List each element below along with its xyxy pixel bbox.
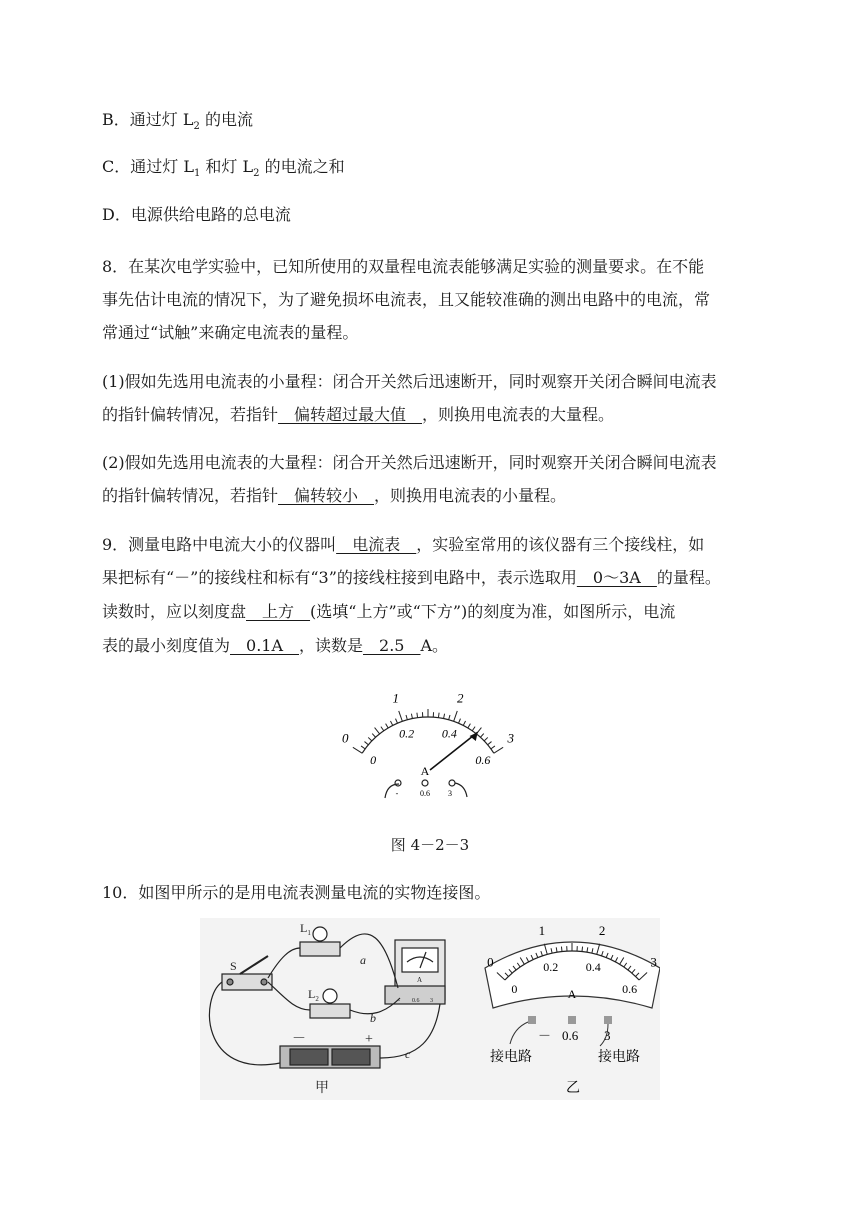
q8-part2-line-2: 的指针偏转情况，若指针__偏转较小__，则换用电流表的小量程。 <box>102 486 567 505</box>
label-switch: S <box>230 959 237 973</box>
dial-tick <box>361 746 365 749</box>
dial-tick <box>449 715 450 720</box>
option-c: C．通过灯 $L_1$ 和灯 $L_2$ 的电流之和 <box>102 157 345 179</box>
label-meter-term-minus: - <box>398 998 400 1004</box>
q9-answer-3: __上方__ <box>246 602 311 621</box>
q9-answer-4: __0.1A__ <box>230 636 300 655</box>
q10-line-1: 10．如图甲所示的是用电流表测量电流的实物连接图。 <box>102 883 491 902</box>
q8-part1-line-2: 的指针偏转情况，若指针__偏转超过最大值__，则换用电流表的大量程。 <box>102 405 615 424</box>
dial-tick <box>364 742 368 745</box>
dial-lower-label: 0.2 <box>399 726 415 741</box>
terminal-minus <box>395 780 401 786</box>
label-meter-term-3: 3 <box>430 998 433 1004</box>
dial-lower-label: 0.2 <box>543 959 559 974</box>
dial-needle-head <box>470 732 478 741</box>
option-d: D．电源供给电路的总电流 <box>102 205 291 224</box>
label-l2: $L_2$ <box>308 987 319 1003</box>
dial-yi-terminal-3 <box>604 1016 612 1024</box>
dial-upper-label: 3 <box>507 730 514 746</box>
q9-answer-5: __2.5__ <box>363 636 421 655</box>
q9-line-2: 果把标有“－”的接线柱和标有“3”的接线柱接到电路中，表示选取用__0～3A__的量程。 <box>102 568 721 587</box>
dial-upper-label: 1 <box>392 690 400 706</box>
dial-unit-label: A <box>420 764 430 778</box>
dial-upper-label: 1 <box>538 923 546 939</box>
q9-answer-1: __电流表__ <box>336 535 417 554</box>
q9-line-3: 读数时，应以刻度盘__上方__(选填“上方”或“下方”)的刻度为准，如图所示，电流 <box>102 602 676 621</box>
ammeter-dial-figure <box>330 670 530 805</box>
dial-tick <box>381 727 384 731</box>
q8-part1-line-1: (1)假如先选用电流表的小量程：闭合开关然后迅速断开，同时观察开关闭合瞬间电流表 <box>102 372 717 391</box>
q8-line-3: 常通过“试触”来确定电流表的量程。 <box>102 323 359 342</box>
q9-line-4: 表的最小刻度值为__0.1A__，读数是__2.5__A。 <box>102 636 449 655</box>
dial-terminals <box>385 780 467 798</box>
terminal-06 <box>422 780 428 786</box>
dial-tick <box>399 711 403 721</box>
label-wire-c: c <box>405 1047 411 1061</box>
dial-tick <box>406 715 407 720</box>
dial-tick <box>372 734 375 738</box>
dial-tick <box>375 728 380 734</box>
dial-tick <box>396 719 398 724</box>
label-meter-term-06: 0.6 <box>412 998 420 1004</box>
dial-tick <box>561 947 562 952</box>
q8-part2-answer: __偏转较小__ <box>278 486 375 505</box>
q8-part2-line-1: (2)假如先选用电流表的大量程：闭合开关然后迅速断开，同时观察开关闭合瞬间电流表 <box>102 453 717 472</box>
dial-tick <box>390 721 392 725</box>
dial-tick <box>488 742 492 745</box>
dial-tick <box>411 714 412 719</box>
label-wire-b: b <box>370 1011 376 1025</box>
dial-yi-terminal-minus <box>528 1016 536 1024</box>
dial-lower-label: 0 <box>511 981 518 996</box>
lamp-l2-base <box>310 1004 350 1018</box>
dial-tick <box>353 747 362 753</box>
dial-yi-06-label: 0.6 <box>562 1028 579 1043</box>
dial-tick <box>491 746 495 749</box>
dial-tick <box>417 713 418 718</box>
q8-line-1: 8．在某次电学实验中，已知所使用的双量程电流表能够满足实验的测量要求。在不能 <box>102 257 705 276</box>
label-meter-unit: A <box>417 976 423 984</box>
circuit-figure <box>200 918 660 1100</box>
terminal-3 <box>449 780 455 786</box>
q9-line-1: 9．测量电路中电流大小的仪器叫__电流表__，实验室常用的该仪器有三个接线柱，如 <box>102 535 705 554</box>
label-battery-plus: + <box>365 1032 373 1047</box>
dial-tick <box>463 721 465 725</box>
dial-yi-unit: A <box>567 987 577 1001</box>
dial-scale <box>342 690 514 767</box>
dial-tick <box>468 724 471 728</box>
label-wire-a: a <box>360 953 366 967</box>
dial-upper-label: 0 <box>342 730 349 746</box>
dial-upper-label: 0 <box>487 954 494 970</box>
dial-tick <box>444 714 445 719</box>
dial-tick <box>368 737 372 740</box>
dial-yi-label-right: 接电路 <box>598 1050 640 1065</box>
dial-tick <box>480 734 483 738</box>
figure-caption: 图 4－2－3 <box>390 836 470 854</box>
dial-lower-label: 0.4 <box>441 726 457 741</box>
q8-line-2: 事先估计电流的情况下，为了避免损坏电流表，且又能较准确的测出电路中的电流，常 <box>102 290 711 309</box>
option-b: B．通过灯 $L_2$ 的电流 <box>102 110 253 132</box>
lamp-l1-base <box>300 942 340 956</box>
terminal-3-label: 3 <box>448 789 452 798</box>
dial-tick <box>494 747 503 753</box>
dial-tick <box>386 724 389 728</box>
lamp-l2-bulb <box>323 989 337 1003</box>
q8-part1-answer: __偏转超过最大值__ <box>278 405 423 424</box>
label-battery-minus: － <box>292 1032 306 1047</box>
dial-yi-terminal-06 <box>568 1016 576 1024</box>
label-l1: $L_1$ <box>300 921 311 937</box>
dial-upper-label: 2 <box>598 923 606 939</box>
dial-tick <box>472 727 475 731</box>
dial-lower-label: 0 <box>370 753 377 768</box>
dial-lower-label: 0.4 <box>585 959 601 974</box>
terminal-06-label: 0.6 <box>420 789 430 798</box>
lamp-l1-bulb <box>313 927 327 941</box>
caption-yi: 乙 <box>566 1081 580 1096</box>
dial-tick <box>454 711 458 721</box>
dial-upper-label: 3 <box>650 954 657 970</box>
dial-tick <box>582 947 583 952</box>
dial-yi-minus-label: － <box>538 1028 552 1043</box>
terminal-minus-label: - <box>395 789 399 798</box>
dial-tick <box>459 719 461 724</box>
caption-jia: 甲 <box>315 1081 329 1096</box>
dial-yi-label-left: 接电路 <box>490 1050 532 1065</box>
dial-tick <box>484 737 488 740</box>
dial-yi-3-label: 3 <box>604 1028 611 1043</box>
dial-tick <box>438 713 439 718</box>
dial-lower-label: 0.6 <box>475 753 491 768</box>
q9-answer-2: __0～3A__ <box>576 568 657 587</box>
dial-upper-label: 2 <box>456 690 464 706</box>
dial-lower-label: 0.6 <box>622 981 638 996</box>
